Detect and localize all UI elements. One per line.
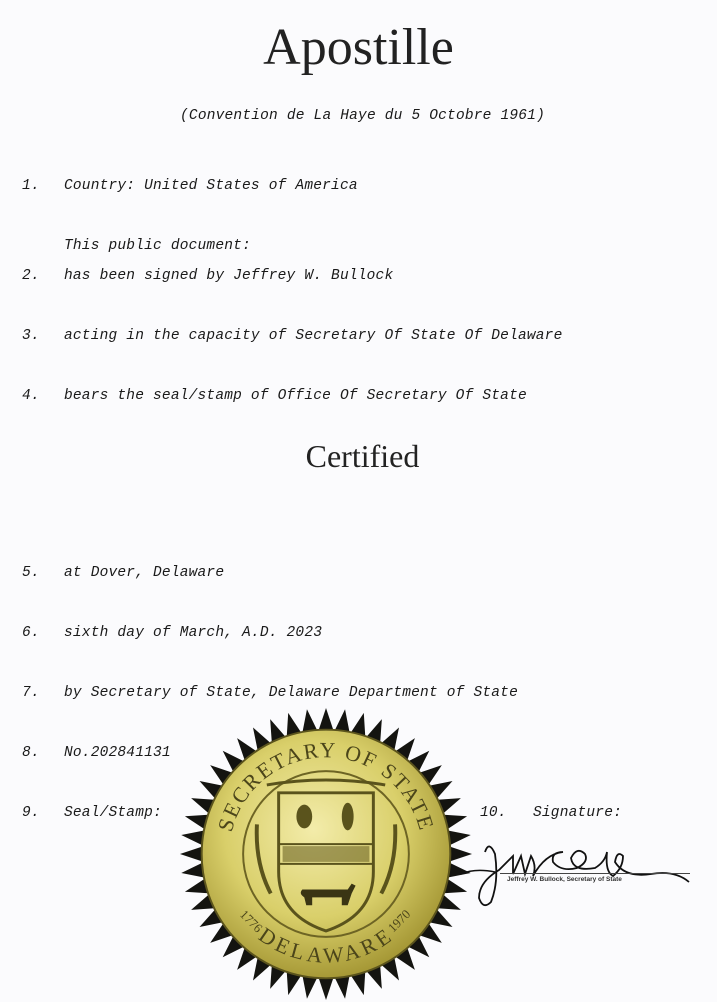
item-1-number: 1. [22, 178, 40, 194]
seal-year-right: 1970 [385, 907, 414, 936]
item-3-number: 3. [22, 328, 40, 344]
seal-bottom-text: DELAWARE [254, 922, 398, 969]
item-9-text: Seal/Stamp: [64, 805, 162, 821]
signature-line [500, 873, 690, 874]
item-5-text: at Dover, Delaware [64, 565, 225, 581]
item-6-text: sixth day of March, A.D. 2023 [64, 625, 323, 641]
item-7-text: by Secretary of State, Delaware Department of State [64, 685, 518, 701]
item-2-number: 2. [22, 268, 40, 284]
item-9-number: 9. [22, 805, 40, 821]
item-4-number: 4. [22, 388, 40, 404]
certified-heading: Certified [305, 438, 420, 474]
intro-text: This public document: [64, 238, 251, 254]
item-3-text: acting in the capacity of Secretary Of State Of Delaware [64, 328, 563, 344]
item-4-text: bears the seal/stamp of Office Of Secretary Of State [64, 388, 527, 404]
item-10-number: 10. [480, 805, 507, 821]
item-8-number: 8. [22, 745, 40, 761]
signature-caption: Jeffrey W. Bullock, Secretary of State [507, 876, 622, 883]
subtitle: (Convention de La Haye du 5 Octobre 1961) [180, 108, 545, 124]
item-10-text: Signature: [533, 805, 623, 821]
handwritten-signature-icon [455, 822, 705, 912]
item-8-text: No.202841131 [64, 745, 171, 761]
item-6-number: 6. [22, 625, 40, 641]
apostille-title: Apostille [263, 19, 454, 76]
item-7-number: 7. [22, 685, 40, 701]
seal-top-text: SECRETARY OF STATE [213, 738, 439, 835]
item-5-number: 5. [22, 565, 40, 581]
item-1-text: Country: United States of America [64, 178, 358, 194]
seal-year-left: 1776 [237, 907, 266, 936]
item-2-text: has been signed by Jeffrey W. Bullock [64, 268, 394, 284]
delaware-seal-icon [178, 706, 474, 1002]
